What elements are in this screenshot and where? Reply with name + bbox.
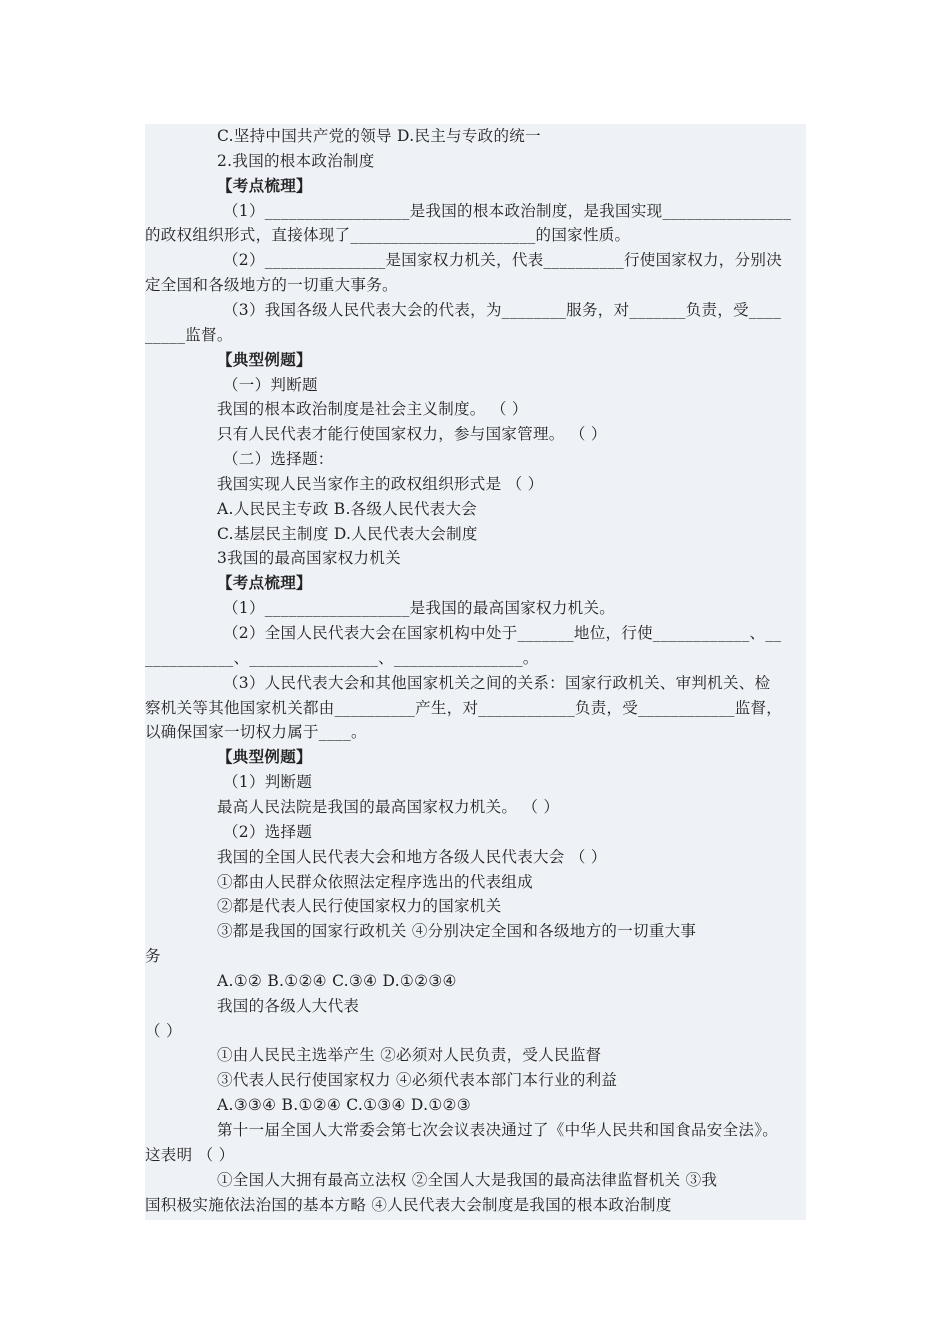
text-line: （3）人民代表大会和其他国家机关之间的关系：国家行政机关、审判机关、检 [223, 673, 771, 692]
text-line: 以确保国家一切权力属于____。 [145, 723, 367, 742]
document-body [145, 124, 806, 1220]
text-line: （1）__________________是我国的最高国家权力机关。 [223, 599, 616, 618]
text-line: （3）我国各级人民代表大会的代表，为________服务，对_______负责，受____ [223, 300, 782, 319]
text-line: C.基层民主制度 D.人民代表大会制度 [217, 524, 478, 543]
text-line: A.人民民主专政 B.各级人民代表大会 [217, 499, 478, 518]
text-line: A.①② B.①②④ C.③④ D.①②③④ [217, 971, 457, 990]
section-heading: 【考点梳理】 [217, 175, 312, 195]
section-heading: 【典型例题】 [217, 349, 312, 369]
text-line: ①由人民民主选举产生 ②必须对人民负责，受人民监督 [217, 1046, 602, 1065]
text-line: （2）全国人民代表大会在国家机构中处于_______地位，行使____________、__ [223, 624, 782, 642]
text-line: 3我国的最高国家权力机关 [217, 549, 401, 568]
text-line: （ ） [145, 1021, 182, 1040]
text-line: 定全国和各级地方的一切重大事务。 [145, 276, 398, 295]
text-line: 我国的全国人民代表大会和地方各级人民代表大会 （ ） [217, 847, 607, 866]
text-line: 我国的根本政治制度是社会主义制度。 （ ） [217, 400, 528, 419]
text-line: 我国的各级人大代表 [217, 996, 360, 1015]
text-line: （1）__________________是我国的根本政治制度，是我国实现________________ [223, 201, 792, 220]
text-line: ①全国人大拥有最高立法权 ②全国人大是我国的最高法律监督机关 ③我 [217, 1170, 718, 1189]
text-line: 的政权组织形式，直接体现了_______________________的国家性质。 [145, 226, 631, 245]
text-line: ①都由人民群众依照法定程序选出的代表组成 [217, 872, 534, 891]
text-line: （1）判断题 [223, 773, 313, 792]
text-line: 只有人民代表才能行使国家权力，参与国家管理。 （ ） [217, 425, 607, 444]
text-line: （二）选择题： [223, 450, 334, 469]
section-heading: 【典型例题】 [217, 747, 312, 767]
text-line: 第十一届全国人大常委会第七次会议表决通过了《中华人民共和国食品安全法》。 [217, 1121, 779, 1139]
text-line: 察机关等其他国家机关都由__________产生，对____________负责，受____________监督， [145, 698, 783, 717]
text-line: 国积极实施依法治国的基本方略 ④人民代表大会制度是我国的根本政治制度 [145, 1195, 672, 1214]
text-line: ③都是我国的国家行政机关 ④分别决定全国和各级地方的一切重大事 [217, 922, 697, 941]
text-line: _____监督。 [145, 325, 233, 344]
text-line: ___________、________________、________________。 [145, 648, 539, 667]
text-line: ②都是代表人民行使国家权力的国家机关 [217, 897, 502, 916]
text-line: （2）选择题 [223, 822, 313, 841]
text-line: 最高人民法院是我国的最高国家权力机关。 （ ） [217, 797, 560, 816]
text-line: ③代表人民行使国家权力 ④必须代表本部门本行业的利益 [217, 1071, 618, 1090]
text-line: （2）_______________是国家权力机关，代表__________行使国家权力，分别决 [223, 251, 783, 270]
section-heading: 【考点梳理】 [217, 573, 312, 593]
text-line: 2.我国的根本政治制度 [217, 151, 375, 170]
text-line: 务 [145, 947, 161, 966]
text-line: 这表明 （ ） [145, 1145, 235, 1164]
text-line: A.③③④ B.①②④ C.①③④ D.①②③ [217, 1096, 471, 1115]
text-line: C.坚持中国共产党的领导 D.民主与专政的统一 [217, 127, 541, 145]
text-line: （一）判断题 [223, 375, 318, 394]
text-line: 我国实现人民当家作主的政权组织形式是 （ ） [217, 474, 544, 493]
